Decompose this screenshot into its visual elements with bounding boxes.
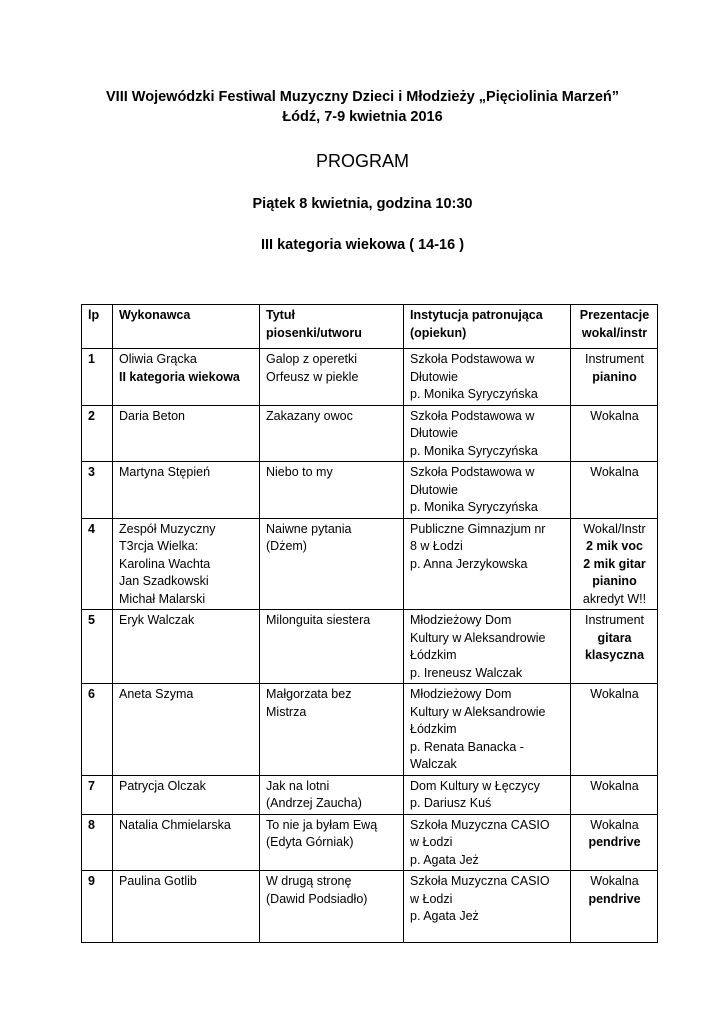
cell-line: Zespół Muzyczny [119, 521, 216, 536]
program-table [81, 304, 658, 943]
cell-wykonawca [113, 610, 260, 684]
session-date: Piątek 8 kwietnia, godzina 10:30 [252, 196, 473, 212]
cell-wykonawca [113, 814, 260, 871]
table-row [82, 610, 658, 684]
header-instytucja [404, 305, 571, 349]
program-heading: PROGRAM [315, 151, 409, 171]
cell-line: Tytuł [266, 308, 295, 322]
cell-line: Instytucja patronująca [410, 308, 543, 322]
cell-line: Szkoła Podstawowa w [410, 408, 535, 423]
festival-place-date: Łódź, 7-9 kwietnia 2016 [282, 109, 443, 125]
cell-line: Wokal/Instr [583, 521, 646, 536]
cell-line: Michał Malarski [119, 591, 206, 606]
cell-wykonawca [113, 684, 260, 776]
table-header-row [82, 305, 658, 349]
cell-line: Natalia Chmielarska [119, 817, 231, 832]
cell-wykonawca [113, 405, 260, 462]
cell-line: pianino [592, 369, 637, 384]
cell-lp: 9 [82, 871, 113, 943]
cell-line: pendrive [588, 835, 641, 849]
festival-title: VIII Wojewódzki Festiwal Muzyczny Dzieci i Młodzieży „Pięciolinia Marzeń” [106, 89, 619, 105]
cell-line: Kultury w Aleksandrowie [410, 704, 546, 719]
cell-line: pendrive [588, 891, 641, 906]
cell-line: W drugą stronę [266, 874, 352, 888]
cell-tytul [260, 775, 404, 814]
cell-prezentacje [571, 684, 658, 776]
cell-prezentacje [571, 405, 658, 462]
cell-prezentacje [571, 462, 658, 519]
cell-line: Martyna Stępień [119, 465, 211, 479]
cell-instytucja [404, 462, 571, 519]
cell-instytucja [404, 775, 571, 814]
cell-line: p. Monika Syryczyńska [410, 443, 538, 458]
program-table-body [82, 305, 658, 943]
cell-wykonawca [113, 349, 260, 406]
table-row [82, 349, 658, 406]
cell-line: (opiekun) [410, 325, 467, 340]
cell-line: Eryk Walczak [119, 613, 195, 627]
cell-line: Jak na lotni [266, 778, 330, 793]
cell-line: Łódzkim [410, 648, 457, 662]
cell-lp: 7 [82, 775, 113, 814]
cell-line: Daria Beton [119, 408, 186, 423]
cell-instytucja [404, 405, 571, 462]
cell-line: Walczak [410, 757, 457, 771]
cell-line: Szkoła Podstawowa w [410, 352, 535, 366]
cell-line: Szkoła Muzyczna CASIO [410, 817, 550, 832]
cell-instytucja [404, 871, 571, 943]
cell-wykonawca [113, 518, 260, 610]
cell-line: Prezentacje [579, 308, 650, 322]
table-row [82, 814, 658, 871]
cell-line: Mistrza [266, 704, 307, 719]
cell-line: p. Monika Syryczyńska [410, 387, 538, 401]
cell-wykonawca [113, 462, 260, 519]
cell-line: (Dżem) [266, 539, 307, 553]
cell-line: Dłutowie [410, 369, 458, 384]
cell-line: Paulina Gotlib [119, 874, 197, 888]
cell-line: Dłutowie [410, 482, 458, 497]
cell-line: p. Ireneusz Walczak [410, 665, 523, 680]
cell-line: Patrycja Olczak [119, 778, 206, 793]
cell-line: (Edyta Górniak) [266, 835, 354, 849]
cell-tytul [260, 349, 404, 406]
cell-line: p. Monika Syryczyńska [410, 500, 538, 514]
cell-line: 8 w Łodzi [410, 539, 463, 553]
cell-line: Karolina Wachta [119, 556, 211, 571]
cell-line: piosenki/utworu [266, 325, 362, 340]
cell-instytucja [404, 684, 571, 776]
cell-prezentacje [571, 610, 658, 684]
cell-line: Wokalna [590, 687, 639, 701]
cell-line: Wokalna [590, 874, 639, 888]
cell-lp: 3 [82, 462, 113, 519]
cell-line: w Łodzi [410, 835, 453, 849]
cell-line: p. Agata Jeż [410, 909, 479, 923]
cell-line: Wokalna [590, 778, 639, 793]
cell-wykonawca [113, 775, 260, 814]
table-row [82, 405, 658, 462]
cell-line: p. Dariusz Kuś [410, 796, 492, 810]
cell-instytucja [404, 349, 571, 406]
cell-line: 2 mik voc [586, 539, 643, 553]
table-row [82, 462, 658, 519]
cell-line: To nie ja byłam Ewą [266, 817, 378, 832]
cell-prezentacje [571, 518, 658, 610]
cell-line: Dom Kultury w Łęczycy [410, 778, 540, 793]
cell-instytucja [404, 610, 571, 684]
header-tytul [260, 305, 404, 349]
cell-line: Dłutowie [410, 426, 458, 440]
cell-line: p. Renata Banacka - [410, 739, 524, 754]
cell-tytul [260, 684, 404, 776]
cell-line: Jan Szadkowski [119, 574, 209, 588]
cell-tytul [260, 610, 404, 684]
cell-line: w Łodzi [410, 891, 453, 906]
cell-line: Małgorzata bez [266, 687, 352, 701]
cell-line: Niebo to my [266, 465, 333, 479]
cell-instytucja [404, 814, 571, 871]
cell-instytucja [404, 518, 571, 610]
cell-line: Szkoła Muzyczna CASIO [410, 874, 550, 888]
cell-line: (Andrzej Zaucha) [266, 796, 362, 810]
cell-line: akredyt W!! [582, 591, 647, 606]
age-category: III kategoria wiekowa ( 14-16 ) [260, 237, 465, 253]
cell-line: II kategoria wiekowa [119, 369, 240, 384]
cell-tytul [260, 462, 404, 519]
cell-line: (Dawid Podsiadło) [266, 891, 368, 906]
cell-line: Wokalna [590, 817, 639, 832]
cell-line: Szkoła Podstawowa w [410, 465, 535, 479]
cell-prezentacje [571, 349, 658, 406]
cell-line: wokal/instr [581, 325, 648, 340]
header-prezentacje [571, 305, 658, 349]
cell-prezentacje [571, 871, 658, 943]
cell-line: T3rcja Wielka: [119, 539, 199, 553]
cell-line: Instrument [584, 613, 645, 627]
cell-line: Wokalna [590, 408, 639, 423]
cell-line: Młodzieżowy Dom [410, 687, 512, 701]
cell-line: pianino [592, 574, 637, 588]
cell-line: p. Agata Jeż [410, 852, 479, 867]
table-row [82, 871, 658, 943]
table-row [82, 518, 658, 610]
cell-line: Publiczne Gimnazjum nr [410, 521, 546, 536]
cell-line: 2 mik gitar [583, 556, 646, 571]
cell-tytul [260, 405, 404, 462]
cell-prezentacje [571, 775, 658, 814]
cell-line: Orfeusz w piekle [266, 369, 359, 384]
cell-tytul [260, 871, 404, 943]
cell-lp: 1 [82, 349, 113, 406]
cell-lp: 6 [82, 684, 113, 776]
cell-line: Naiwne pytania [266, 521, 352, 536]
cell-line: p. Anna Jerzykowska [410, 556, 528, 571]
cell-line: Wokalna [590, 465, 639, 479]
cell-wykonawca [113, 871, 260, 943]
table-row [82, 684, 658, 776]
cell-line: lp [88, 308, 100, 322]
cell-tytul [260, 518, 404, 610]
cell-line: Oliwia Grącka [119, 352, 197, 366]
cell-lp: 2 [82, 405, 113, 462]
cell-tytul [260, 814, 404, 871]
cell-line: Aneta Szyma [119, 687, 194, 701]
cell-line: Wykonawca [119, 308, 191, 322]
cell-line: Kultury w Aleksandrowie [410, 630, 546, 645]
cell-line: Młodzieżowy Dom [410, 613, 512, 627]
cell-line: klasyczna [584, 648, 645, 662]
cell-line: Milonguita siestera [266, 613, 371, 627]
cell-line: gitara [597, 630, 632, 645]
table-row [82, 775, 658, 814]
cell-line: Zakazany owoc [266, 408, 353, 423]
cell-lp: 5 [82, 610, 113, 684]
header-lp [82, 305, 113, 349]
cell-line: Galop z operetki [266, 352, 358, 366]
cell-line: Łódzkim [410, 722, 457, 736]
cell-lp: 4 [82, 518, 113, 610]
header-wykonawca [113, 305, 260, 349]
cell-lp: 8 [82, 814, 113, 871]
cell-line: Instrument [584, 352, 645, 366]
cell-prezentacje [571, 814, 658, 871]
